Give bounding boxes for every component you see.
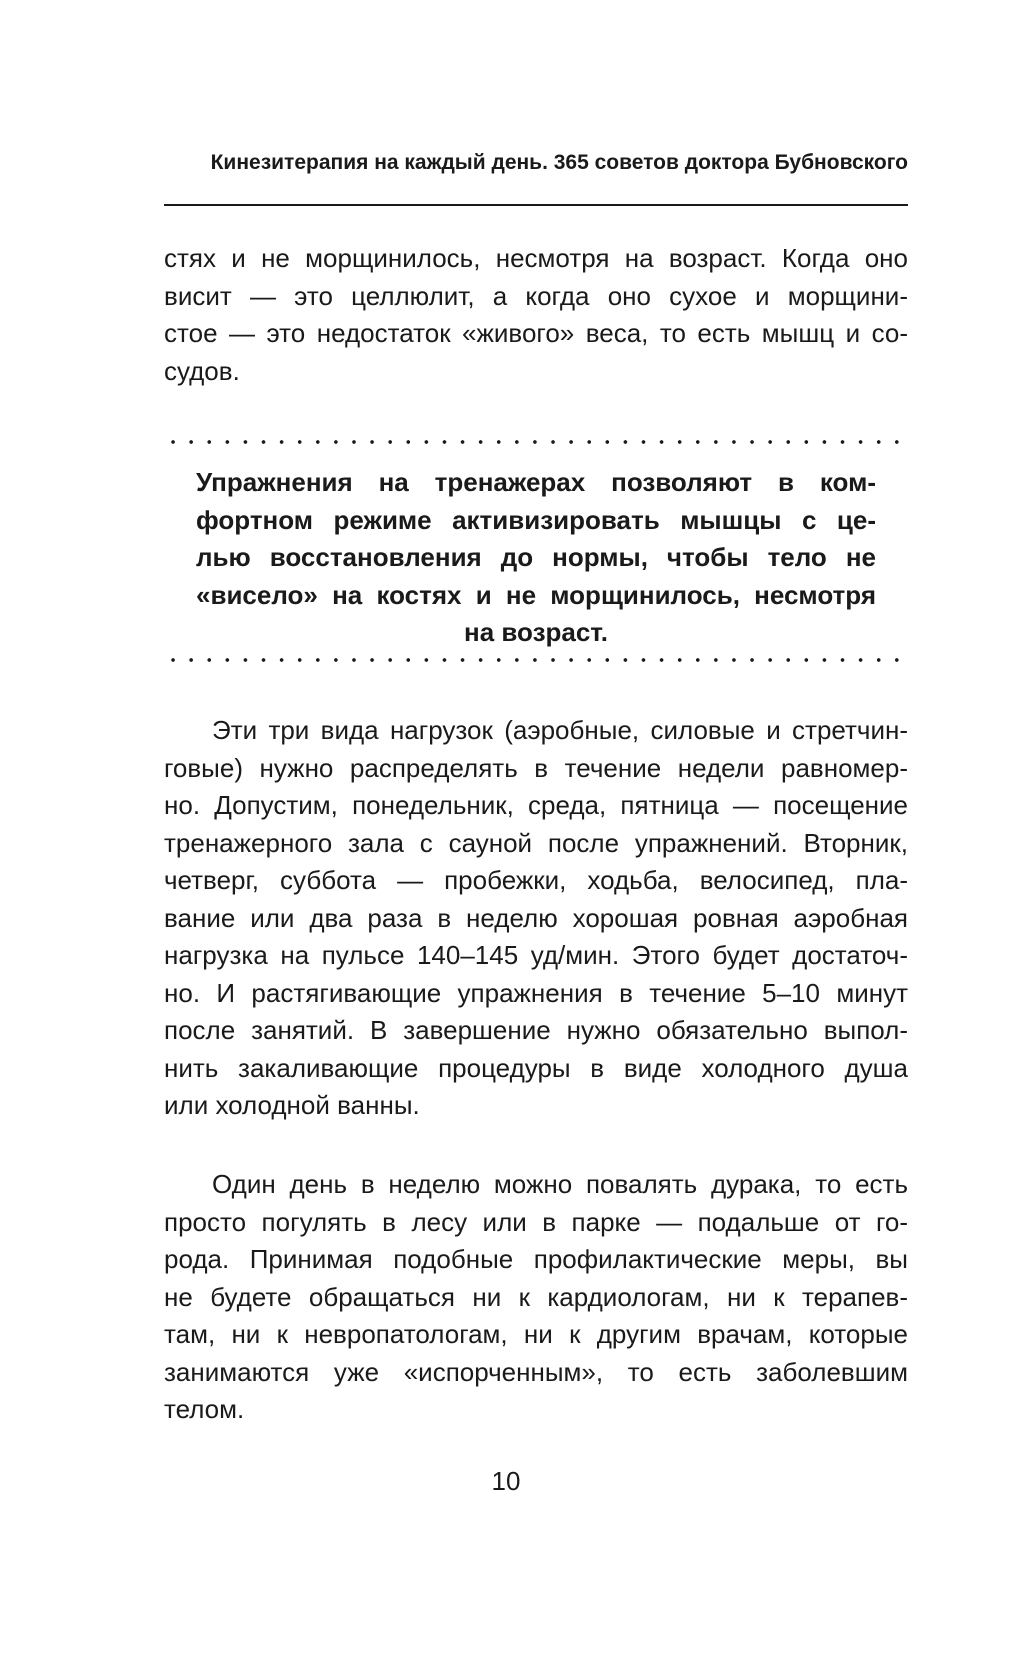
paragraph-loads (164, 712, 908, 1125)
text-line: четверг, суббота — пробежки, ходьба, велосипед, пла- (164, 865, 908, 895)
text-line: говые) нужно распределять в течение недели равномер- (164, 752, 908, 783)
header-rule (164, 204, 908, 206)
text-line: Один день в неделю можно повалять дурака, то есть (212, 1169, 908, 1199)
text-line: просто погулять в лесу или в парке — подальше от го- (164, 1206, 908, 1237)
callout-bottom-dotted-rule (164, 658, 908, 662)
text-line: не будете обращаться ни к кардиологам, ни к терапев- (164, 1281, 908, 1312)
text-line: стое — это недостаток «живого» веса, то есть мышц и со- (164, 318, 908, 348)
callout-quote (196, 464, 876, 652)
text-line: нить закаливающие процедуры в виде холодного душа (164, 1052, 908, 1083)
text-line: или холодной ванны. (164, 1090, 420, 1120)
callout-line: «висело» на костях и не морщинилось, несмотря (196, 579, 876, 610)
paragraph-rest-day (164, 1166, 908, 1429)
text-line: стях и не морщинилось, несмотря на возраст. Когда оно (164, 243, 908, 273)
text-line: рода. Принимая подобные профилактические меры, вы (164, 1244, 908, 1274)
text-line: занимаются уже «испорченным», то есть заболевшим (164, 1356, 908, 1387)
text-line: после занятий. В завершение нужно обязательно выпол- (164, 1015, 908, 1045)
text-line: Эти три вида нагрузок (аэробные, силовые и стретчин- (212, 715, 908, 745)
running-head-title: Кинезитерапия на каждый день. 365 советов доктора Бубновского (210, 151, 908, 174)
callout-line: Упражнения на тренажерах позволяют в ком- (196, 467, 876, 497)
callout-top-dotted-rule (164, 440, 908, 444)
callout-line: фортном режиме активизировать мышцы с це- (196, 504, 876, 535)
page-number: 10 (491, 1466, 521, 1496)
text-line: вание или два раза в неделю хорошая ровная аэробная (164, 902, 908, 933)
text-line: висит — это целлюлит, а когда оно сухое и морщини- (164, 280, 908, 311)
text-line: телом. (164, 1394, 245, 1424)
text-line: но. И растягивающие упражнения в течение 5–10 минут (164, 977, 908, 1008)
text-line: нагрузка на пульсе 140–145 уд/мин. Этого будет достаточ- (164, 940, 908, 970)
callout-line: на возраст. (464, 617, 608, 647)
text-line: там, ни к невропатологам, ни к другим врачам, которые (164, 1319, 908, 1349)
paragraph-continued (164, 240, 908, 390)
callout-line: лью восстановления до нормы, чтобы тело не (196, 542, 876, 572)
text-line: тренажерного зала с сауной после упражнений. Вторник, (164, 827, 908, 858)
text-line: судов. (164, 355, 240, 386)
text-line: но. Допустим, понедельник, среда, пятница — посещение (164, 790, 908, 820)
